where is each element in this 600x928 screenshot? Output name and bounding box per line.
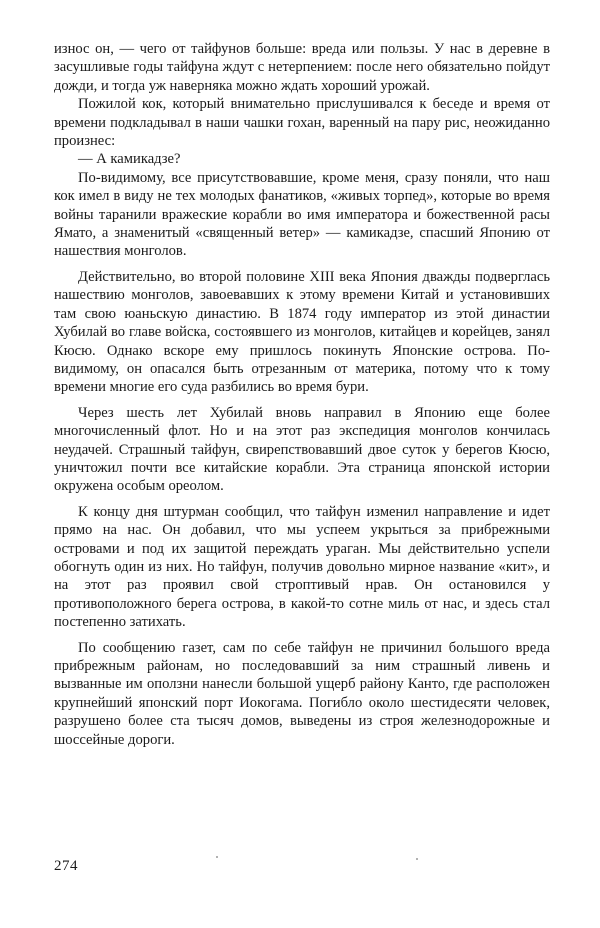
paragraph-6: Через шесть лет Хубилай вновь направил в Японию еще более многочисленный флот. Но и на этот раз экспедиция монголов кончилась неудачей. Страшный тайфун, свирепствовавший двое суток у берегов Кюсю, уничтожил почти все китайские корабли. Эта страница японской истории окружена особым ореолом.	[54, 404, 550, 495]
book-page	[54, 40, 550, 749]
paragraph-5: Действительно, во второй половине XIII века Япония дважды подверглась нашествию монголов, завоевавших к этому времени Китай и установивших там свою юаньскую династию. В 1874 году император из этой династии Хубилай во главе войска, состоявшего из монголов, китайцев и корейцев, занял Кюсю. Однако вскоре ему пришлось покинуть Японские острова. По-видимому, он опасался быть отрезанным от материка, потому что к тому времени многие его суда разбились во время бури.	[54, 268, 550, 396]
paragraph-8: По сообщению газет, сам по себе тайфун не причинил большого вреда прибрежным районам, но последовавший за ним страшный ливень и вызванные им оползни нанесли большой ущерб району Канто, где расположен крупнейший японский порт Иокогама. Погибло около шестидесяти человек, разрушено более ста тысяч домов, выведены из строя железнодорожные и шоссейные дороги.	[54, 639, 550, 748]
speck-dot	[416, 858, 418, 860]
page-number: 274	[54, 858, 78, 874]
scan-specks	[54, 855, 550, 861]
speck-dot	[216, 856, 218, 858]
paragraph-1: износ он, — чего от тайфунов больше: вреда или пользы. У нас в деревне в засушливые годы тайфуна ждут с нетерпением: после него обязательно пойдут дожди, и тогда уж наверняка можно ждать хороший урожай.	[54, 41, 550, 94]
paragraph-2: Пожилой кок, который внимательно прислушивался к беседе и время от времени подкладывал в наши чашки гохан, варенный на пару рис, неожиданно произнес:	[54, 96, 550, 150]
paragraph-3: — А камикадзе?	[78, 151, 181, 168]
paragraph-4: По-видимому, все присутствовавшие, кроме меня, сразу поняли, что наш кок имел в виду не тех молодых фанатиков, «живых торпед», которые во время войны таранили вражеские корабли во имя императора и божественной расы Ямато, а знаменитый «священный ветер» — камикадзе, спасший Японию от нашествия монголов.	[54, 169, 550, 260]
paragraph-7: К концу дня штурман сообщил, что тайфун изменил направление и идет прямо на нас. Он добавил, что мы успеем укрыться за прибрежными островами и под их защитой переждать ураган. Мы действительно успели обогнуть один из них. Но тайфун, получив довольно мирное название «кит», и на этот раз проявил свой строптивый нрав. Он остановился у противоположного берега острова, в какой-то сотне миль от нас, и здесь стал постепенно затихать.	[54, 503, 550, 631]
